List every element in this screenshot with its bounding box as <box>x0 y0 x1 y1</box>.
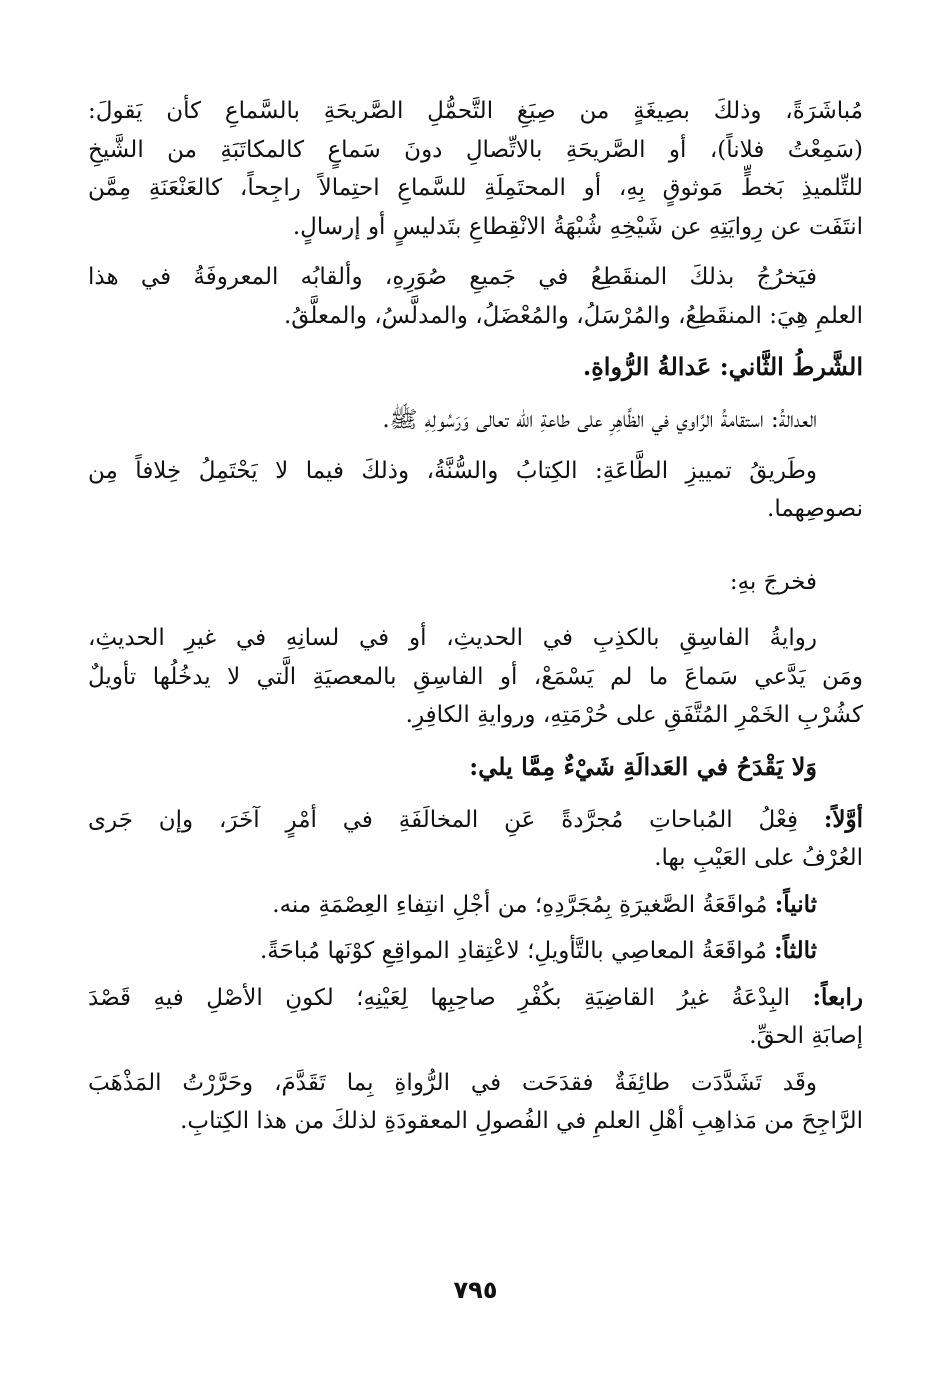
text-line: للتِّلميذِ بَخطٍّ مَوثوقٍ بِهِ، أو المحتَمِلَةِ للسَّماعِ احتِمالاً راجِحاً، كالعَنْعَنَةِ مِمَّن <box>88 175 863 201</box>
text-line <box>88 886 863 925</box>
text-line: فخرجَ بهِ: <box>729 568 817 595</box>
paragraph-excluded-by-it <box>88 563 863 602</box>
list-item-second <box>88 886 863 925</box>
text-line: فيَخرُجُ بذلكَ المنقَطِعُ في جَميعِ صُوَرِهِ، وألقابُه المعروفَةُ في هذا <box>88 264 817 290</box>
text-line <box>88 801 863 840</box>
section-heading-not-impairing: وَلا يَقْدَحُ في العَدالَةِ شَيْءٌ مِمَّا يلي: <box>469 751 817 781</box>
paragraph-obedience-criterion <box>88 452 863 529</box>
item-text: البِدْعَةُ غيرُ القاضِيَةِ بكُفْرِ صاحِبِها لِعَيْنِهِ؛ لكونِ الأصْلِ فيهِ قَصْدَ <box>88 984 813 1011</box>
text-line: كشُرْبِ الخَمْرِ المُتَّفَقِ على حُرْمَتِهِ، وروايةِ الكافِرِ. <box>405 702 863 728</box>
text-line <box>88 932 863 971</box>
item-lead: ثانياً: <box>774 890 817 918</box>
section-heading-second-condition: الشَّرطُ الثَّاني: عَدالةُ الرُّواةِ. <box>582 352 863 381</box>
text-line: روايةُ الفاسِقِ بالكذِبِ في الحديثِ، أو في لسانِهِ في غيرِ الحديثِ، <box>88 625 817 651</box>
list-item-third <box>88 932 863 971</box>
text-line: العُرْفُ على العَيْبِ بها. <box>654 845 863 871</box>
item-text: مُواقَعَةُ المعاصِي بالتَّأويلِ؛ لاعْتِقادِ المواقِعِ كوْنَها مُباحَةً. <box>260 938 775 964</box>
list-item-fourth <box>88 979 863 1056</box>
item-lead: ثالثاً: <box>774 937 817 964</box>
text-line: العدالةُ: استقامةُ الرَّاوي في الظَّاهِرِ على طاعةِ الله تعالى وَرَسُولِهِ ﷺ. <box>382 407 817 433</box>
text-line: الرَّاجِحَ من مَذاهِبِ أهْلِ العلمِ في الفُصولِ المعقودَةِ لذلكَ من هذا الكِتابِ. <box>180 1108 863 1134</box>
item-text: فِعْلُ المُباحاتِ مُجرَّدةً عَنِ المخالَفَةِ في أمْرٍ آخَرَ، وإن جَرى <box>88 806 824 833</box>
text-line <box>88 979 863 1018</box>
text-line: مُباشَرَةً، وذلكَ بصِيغَةٍ من صِيَغِ التَّحمُّلِ الصَّريحَةِ بالسَّماعِ كأن يَقولَ: <box>88 98 863 124</box>
paragraph-strict-group <box>88 1064 863 1141</box>
list-item-first <box>88 801 863 878</box>
paragraph-definition-adalah <box>88 401 863 440</box>
page-body <box>88 92 863 1153</box>
text-line: ومَن يَدَّعي سَماعَ ما لم يَسْمَعْ، أو الفاسِقِ بالمعصيَةِ الَّتي لا يدخُلُها تأويلٌ <box>88 663 863 690</box>
item-lead: رابعاً: <box>812 983 863 1011</box>
text-line: وقَد تَشَدَّدَت طائِفَةٌ فقدَحَت في الرُّواةِ بِما تَقَدَّمَ، وحَرَّرْتُ المَذْهَبَ <box>88 1069 817 1096</box>
paragraph-direct-hearing <box>88 92 863 246</box>
item-lead: أوَّلاً: <box>823 805 863 833</box>
text-line: نصوصِهما. <box>767 496 863 522</box>
spacer <box>88 541 863 563</box>
text-line: (سَمِعْتُ فلاناً)، أو الصَّريحَةِ بالاتِّصالِ دونَ سَماعٍ كالمكاتَبَةِ من الشَّيخِ <box>88 136 863 163</box>
page-number: ٧٩٥ <box>453 1276 498 1304</box>
text-line: العلمِ هِيَ: المنقَطِعُ، والمُرْسَلُ، والمُعْضَلُ، والمدلَّسُ، والمعلَّقُ. <box>283 302 863 329</box>
text-line: إصابَةِ الحقِّ. <box>749 1023 863 1049</box>
text-line: انتَفَت عن رِوايَتِهِ عن شَيْخِهِ شُبْهَةُ الانْقِطاعِ بتَدليسٍ أو إرسالٍ. <box>292 213 863 240</box>
text-line: وطَريقُ تمييزِ الطَّاعَةِ: الكِتابُ والسُّنَّةُ، وذلكَ فيما لا يَحْتَمِلُ خِلافاً مِن <box>88 457 817 484</box>
paragraph-fasiq-narration <box>88 619 863 735</box>
paragraph-excluded-munqati <box>88 258 863 335</box>
item-text: مُواقَعَةُ الصَّغيرَةِ بِمُجَرَّدِهِ؛ من أجْلِ انتِفاءِ العِصْمَةِ منه. <box>272 891 775 918</box>
